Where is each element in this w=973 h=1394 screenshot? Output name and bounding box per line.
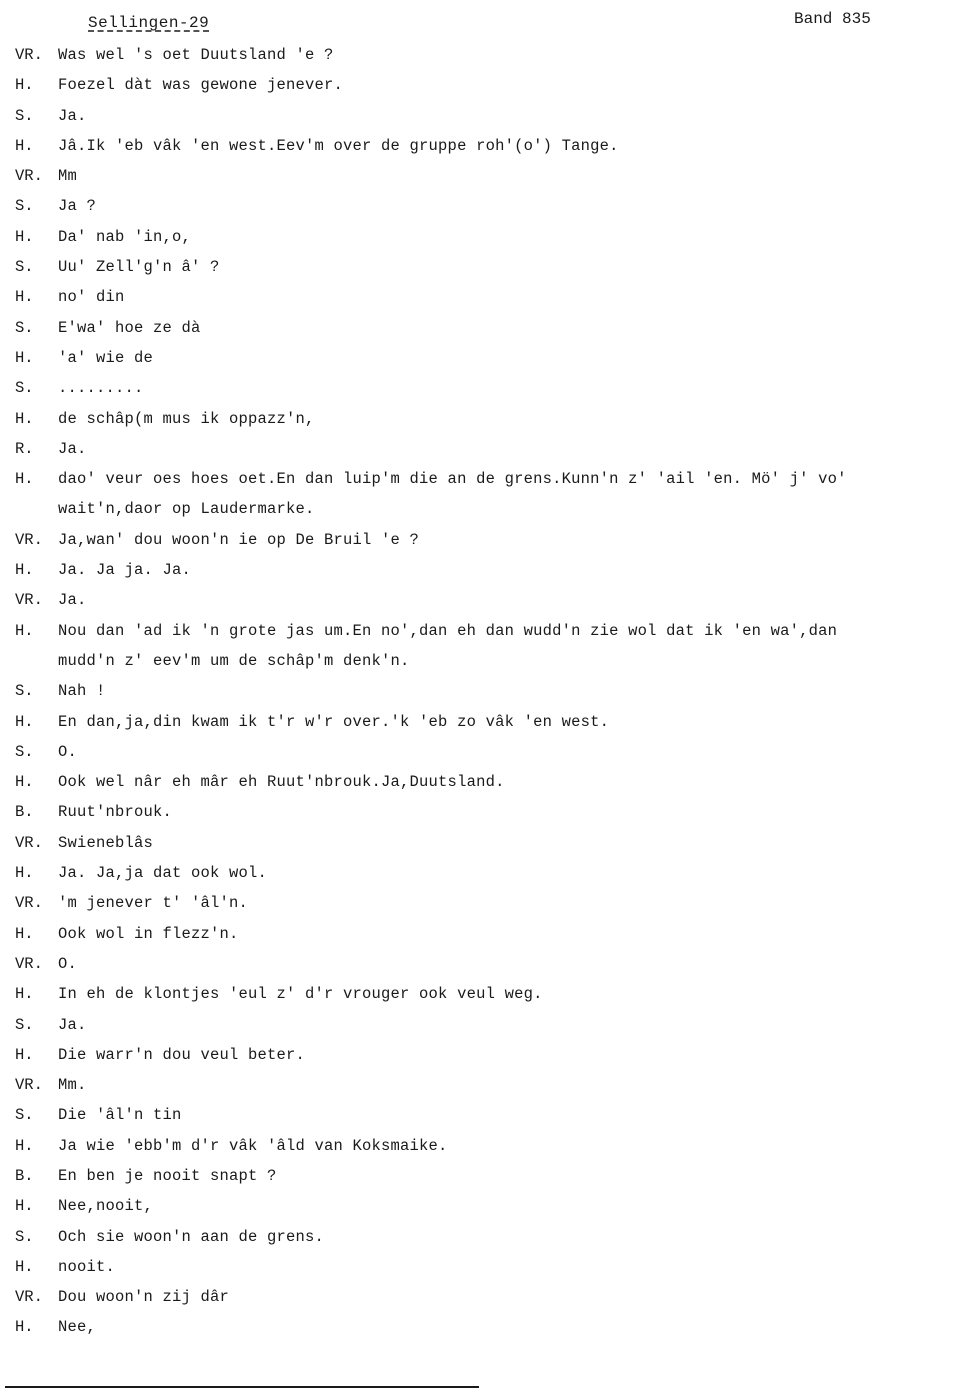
utterance-text: Ruut'nbrouk. (58, 803, 173, 822)
transcript-line (0, 828, 973, 858)
utterance-text: En ben je nooit snapt ? (58, 1166, 277, 1185)
speaker-label: H. (15, 924, 34, 943)
transcript-line (0, 494, 973, 524)
transcript-line (0, 222, 973, 252)
utterance-text: Ja. Ja ja. Ja. (58, 561, 192, 580)
utterance-text: Ook wel nâr eh mâr eh Ruut'nbrouk.Ja,Duutsland. (58, 773, 505, 792)
transcript-line (0, 1040, 973, 1070)
transcript-line (0, 525, 973, 555)
utterance-text: Och sie woon'n aan de grens. (58, 1227, 325, 1246)
utterance-text: Ja ? (58, 197, 97, 216)
speaker-label: H. (15, 348, 34, 367)
transcript-line (0, 585, 973, 615)
speaker-label: B. (15, 803, 34, 822)
transcript-line (0, 646, 973, 676)
transcript-line (0, 1010, 973, 1040)
transcript-line (0, 1282, 973, 1312)
utterance-text: wait'n,daor op Laudermarke. (58, 500, 315, 519)
utterance-text: Die warr'n dou veul beter. (58, 1045, 306, 1064)
transcript-line (0, 464, 973, 494)
transcript-line (0, 1191, 973, 1221)
speaker-label: VR. (15, 46, 43, 64)
transcript-line (0, 161, 973, 191)
transcript-line (0, 40, 973, 70)
speaker-label: H. (15, 1257, 34, 1276)
speaker-label: S. (15, 742, 34, 761)
transcript-line (0, 979, 973, 1009)
transcript-line (0, 616, 973, 646)
speaker-label: H. (15, 227, 34, 246)
utterance-text: no' din (58, 288, 125, 307)
transcript-line (0, 676, 973, 706)
transcript-line (0, 1161, 973, 1191)
speaker-label: VR. (15, 894, 43, 913)
transcript-line (0, 1070, 973, 1100)
transcript (0, 40, 973, 1343)
utterance-text: nooit. (58, 1257, 116, 1276)
speaker-label: H. (15, 864, 34, 883)
transcript-line (0, 373, 973, 403)
speaker-label: VR. (15, 530, 43, 549)
utterance-text: Ja. (58, 106, 87, 125)
utterance-text: Nou dan 'ad ik 'n grote jas um.En no',dan eh dan wudd'n zie wol dat ik 'en wa',dan (58, 621, 838, 640)
utterance-text: Foezel dàt was gewone jenever. (58, 76, 344, 95)
speaker-label: R. (15, 439, 34, 458)
utterance-text: Swieneblâs (58, 833, 154, 852)
transcript-line (0, 1252, 973, 1282)
transcript-line (0, 555, 973, 585)
speaker-label: H. (15, 621, 34, 640)
transcript-line (0, 797, 973, 827)
utterance-text: ......... (58, 379, 144, 398)
utterance-text: Nah ! (58, 682, 106, 701)
utterance-text: O. (58, 954, 78, 973)
speaker-label: VR. (15, 1288, 43, 1307)
speaker-label: H. (15, 470, 34, 489)
utterance-text: Uu' Zell'g'n â' ? (58, 258, 220, 277)
speaker-label: S. (15, 1106, 34, 1125)
utterance-text: Ja. (58, 439, 87, 458)
utterance-text: Nee, (58, 1318, 97, 1337)
speaker-label: H. (15, 1318, 34, 1337)
utterance-text: Mm. (58, 1076, 87, 1095)
transcript-line (0, 191, 973, 221)
transcript-line (0, 1222, 973, 1252)
utterance-text: dao' veur oes hoes oet.En dan luip'm die an de grens.Kunn'n z' 'ail 'en. Mö' j' vo' (58, 470, 847, 489)
transcript-line (0, 1100, 973, 1130)
transcript-line (0, 737, 973, 767)
speaker-label: S. (15, 258, 34, 277)
transcript-line (0, 949, 973, 979)
speaker-label: VR. (15, 1076, 43, 1095)
utterance-text: Dou woon'n zij dâr (58, 1288, 230, 1307)
utterance-text: Ja. Ja,ja dat ook wol. (58, 864, 268, 883)
speaker-label: H. (15, 288, 34, 307)
transcript-line (0, 1312, 973, 1342)
footer-rule (5, 1386, 479, 1388)
speaker-label: H. (15, 712, 34, 731)
transcript-line (0, 767, 973, 797)
transcript-line (0, 343, 973, 373)
utterance-text: Mm (58, 167, 78, 186)
speaker-label: B. (15, 1166, 34, 1185)
speaker-label: S. (15, 379, 34, 398)
speaker-label: VR. (15, 167, 43, 186)
speaker-label: H. (15, 409, 34, 428)
transcript-line (0, 131, 973, 161)
speaker-label: S. (15, 197, 34, 216)
speaker-label: S. (15, 318, 34, 337)
transcript-line (0, 101, 973, 131)
utterance-text: de schâp(m mus ik oppazz'n, (58, 409, 315, 428)
utterance-text: Da' nab 'in,o, (58, 227, 192, 246)
speaker-label: VR. (15, 954, 43, 973)
transcript-line (0, 434, 973, 464)
utterance-text: 'a' wie de (58, 348, 154, 367)
utterance-text: Ook wol in flezz'n. (58, 924, 239, 943)
utterance-text: Die 'âl'n tin (58, 1106, 182, 1125)
transcript-line (0, 70, 973, 100)
utterance-text: Jâ.Ik 'eb vâk 'en west.Eev'm over de gruppe roh'(o') Tange. (58, 136, 619, 155)
speaker-label: VR. (15, 833, 43, 852)
transcript-line (0, 404, 973, 434)
utterance-text: Ja. (58, 1015, 87, 1034)
utterance-text: 'm jenever t' 'âl'n. (58, 894, 249, 913)
speaker-label: H. (15, 136, 34, 155)
transcript-line (0, 707, 973, 737)
utterance-text: En dan,ja,din kwam ik t'r w'r over.'k 'eb zo vâk 'en west. (58, 712, 610, 731)
utterance-text: Ja,wan' dou woon'n ie op De Bruil 'e ? (58, 530, 420, 549)
speaker-label: S. (15, 106, 34, 125)
speaker-label: S. (15, 1015, 34, 1034)
transcript-line (0, 282, 973, 312)
speaker-label: H. (15, 1045, 34, 1064)
speaker-label: S. (15, 682, 34, 701)
speaker-label: H. (15, 985, 34, 1004)
transcript-line (0, 313, 973, 343)
utterance-text: Was wel 's oet Duutsland 'e ? (58, 46, 334, 64)
utterance-text: O. (58, 742, 78, 761)
utterance-text: mudd'n z' eev'm um de schâp'm denk'n. (58, 651, 410, 670)
utterance-text: Nee,nooit, (58, 1197, 154, 1216)
transcript-line (0, 888, 973, 918)
speaker-label: S. (15, 1227, 34, 1246)
band-label: Band 835 (794, 10, 871, 28)
speaker-label: H. (15, 773, 34, 792)
speaker-label: H. (15, 1136, 34, 1155)
transcript-line (0, 858, 973, 888)
utterance-text: Ja wie 'ebb'm d'r vâk 'âld van Koksmaike. (58, 1136, 448, 1155)
speaker-label: H. (15, 561, 34, 580)
speaker-label: VR. (15, 591, 43, 610)
speaker-label: H. (15, 76, 34, 95)
transcript-line (0, 919, 973, 949)
speaker-label: H. (15, 1197, 34, 1216)
transcript-line (0, 1131, 973, 1161)
document-title: Sellingen-29 (88, 14, 210, 32)
transcript-line (0, 252, 973, 282)
page-header (0, 8, 973, 38)
utterance-text: In eh de klontjes 'eul z' d'r vrouger ook veul weg. (58, 985, 543, 1004)
utterance-text: E'wa' hoe ze dà (58, 318, 201, 337)
utterance-text: Ja. (58, 591, 87, 610)
